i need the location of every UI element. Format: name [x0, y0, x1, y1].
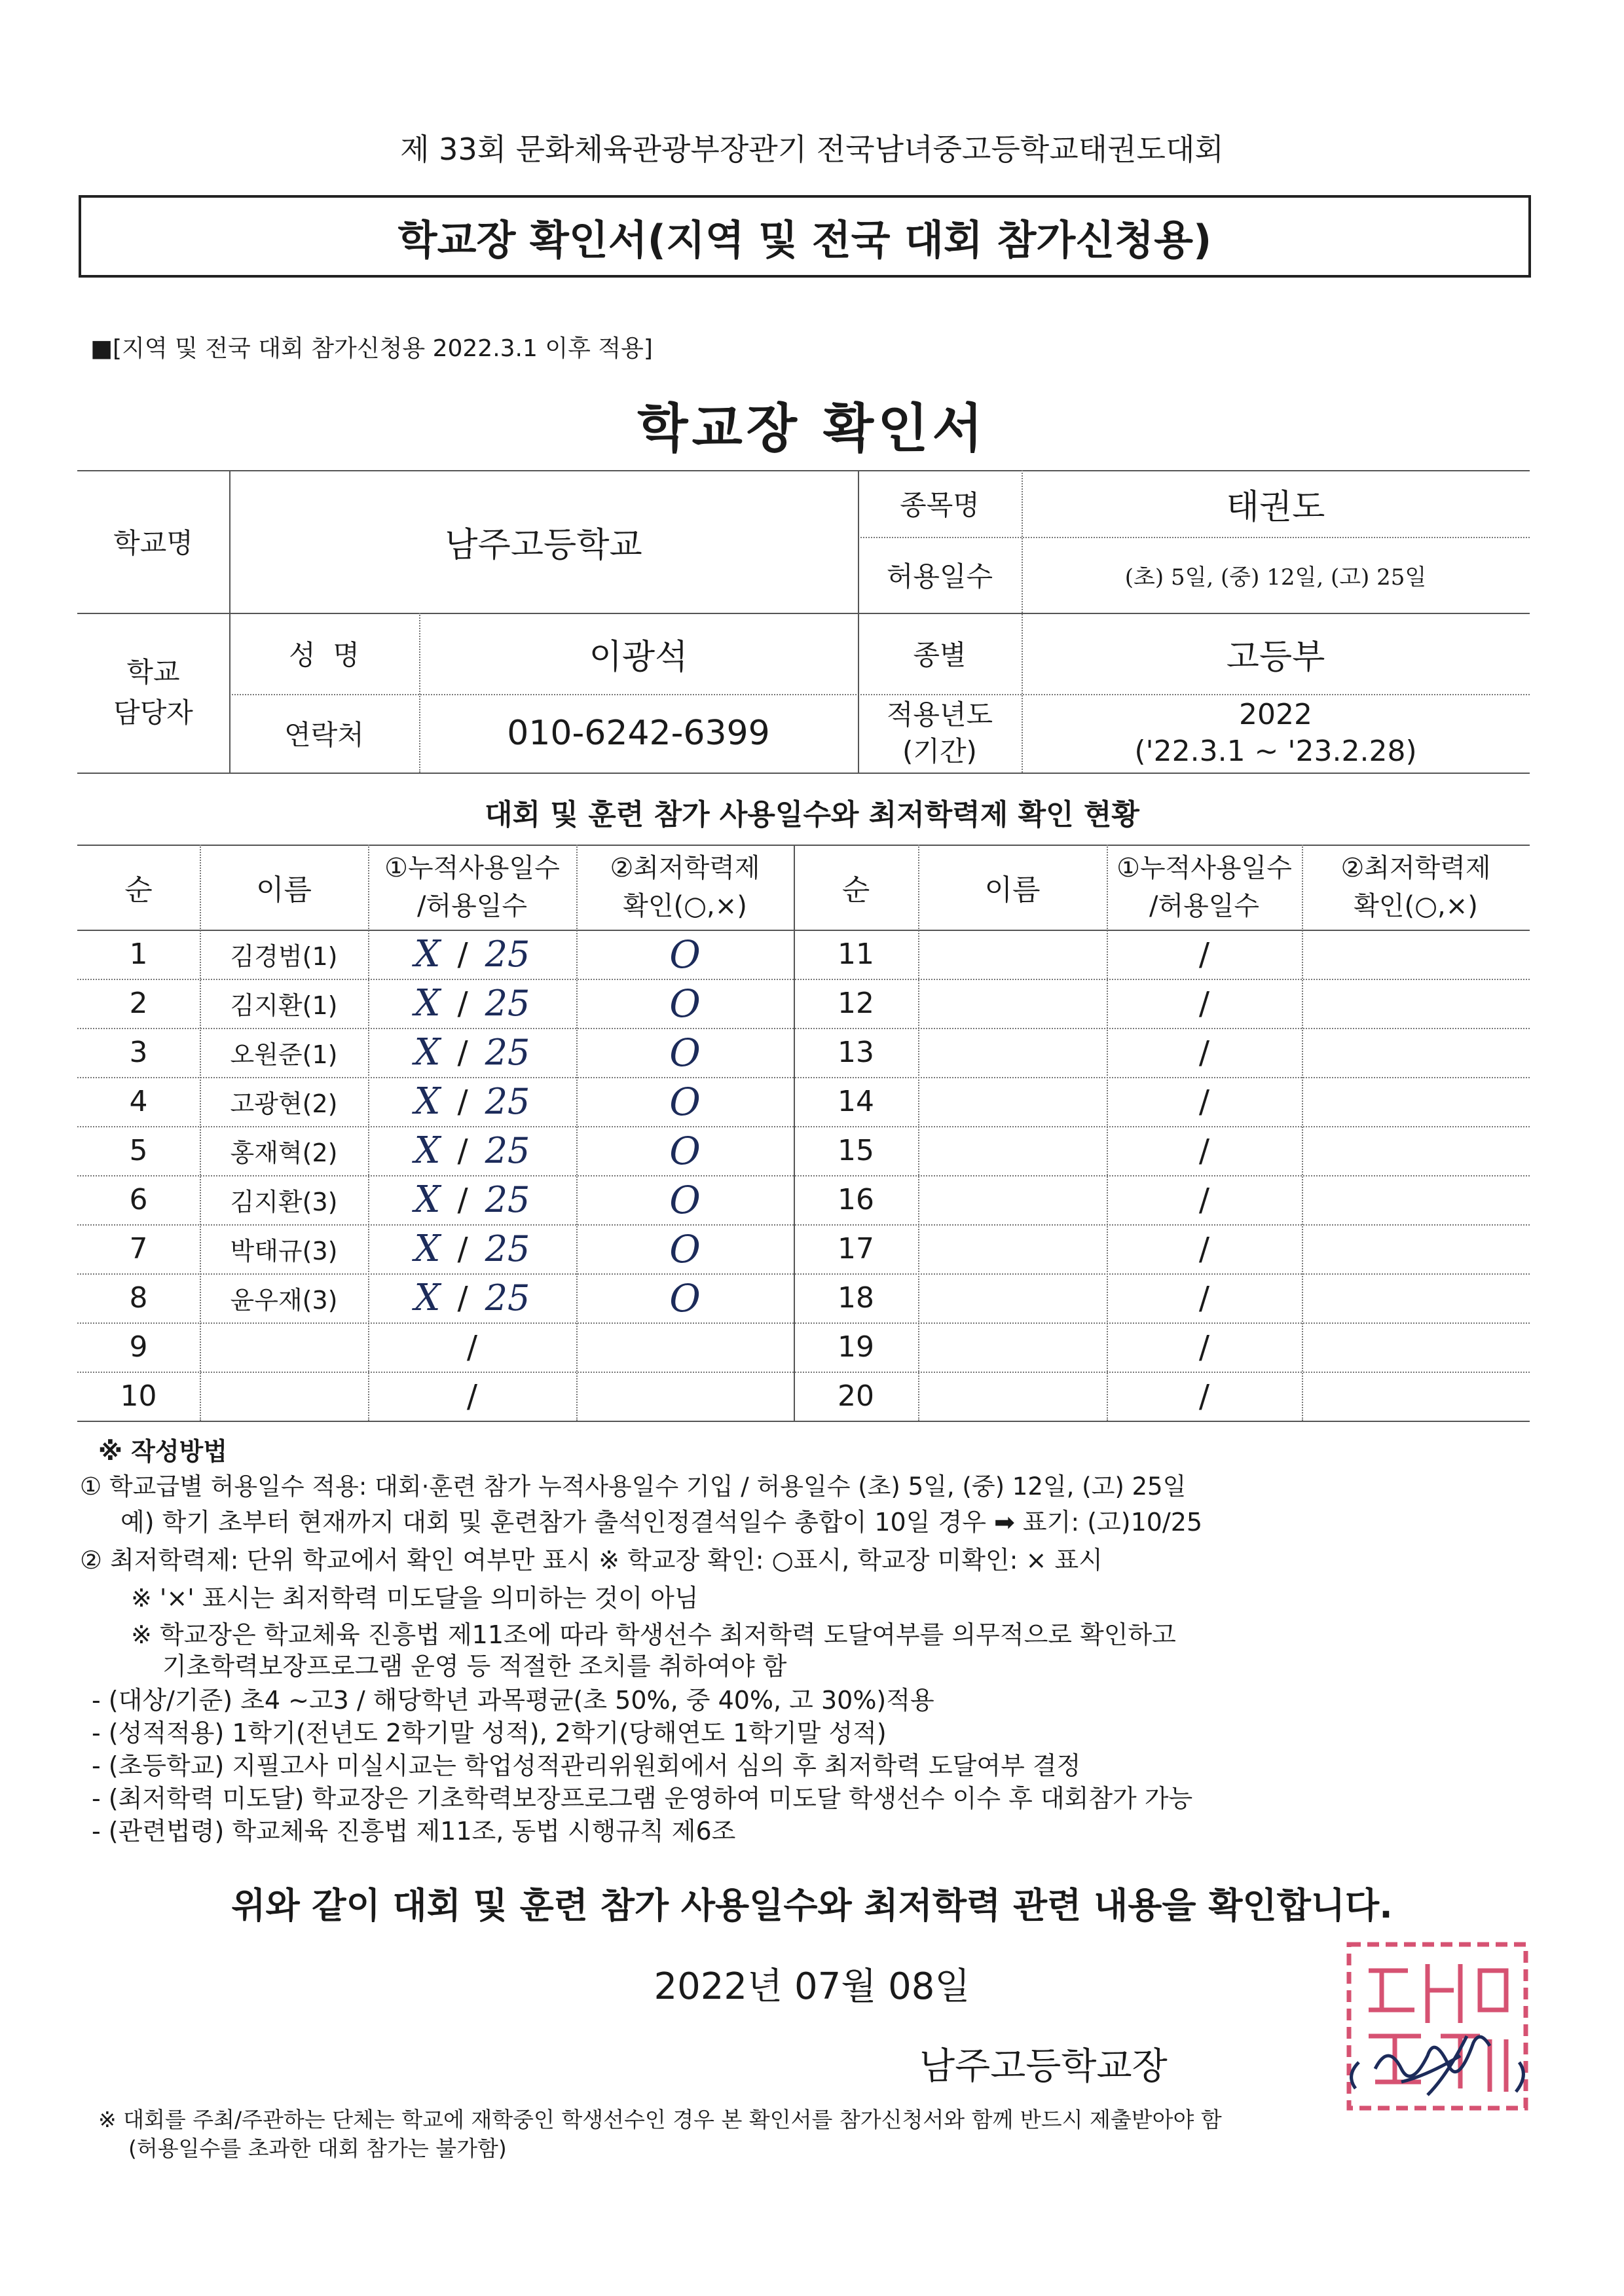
division-value: 고등부 [1226, 637, 1325, 677]
row-number: 18 [838, 1281, 874, 1315]
slash: / [457, 1132, 468, 1169]
row-number: 11 [838, 938, 874, 971]
used-days-cell [368, 1077, 576, 1126]
note-line-6: 기초학력보장프로그램 운영 등 적절한 조치를 취하여야 함 [162, 1652, 787, 1681]
allowed-days-value: 25 [485, 1277, 530, 1319]
slash: / [1198, 1328, 1210, 1366]
section-title: 대회 및 훈련 참가 사용일수와 최저학력제 확인 현황 [485, 798, 1139, 831]
student-name [200, 1322, 368, 1372]
footer-line-1: ※ 대회를 주최/주관하는 단체는 학교에 재학중인 학생선수인 경우 본 확인서를 참가신청서와 함께 반드시 제출받아야 함 [98, 2107, 1222, 2132]
min-grade-check [576, 1322, 794, 1372]
header-no: 순 [124, 873, 153, 907]
event-title: 제 33회 문화체육관광부장관기 전국남녀중고등학교태권도대회 [400, 132, 1224, 167]
used-days-value: X [414, 933, 441, 975]
allowed-days-value: 25 [485, 1032, 530, 1073]
used-days-value: X [414, 1031, 441, 1074]
row-number: 3 [129, 1036, 148, 1069]
slash: / [1198, 1083, 1210, 1120]
allowed-days-value: 25 [485, 1081, 530, 1122]
row-number: 19 [838, 1330, 874, 1364]
allowed-days-value: 25 [485, 1130, 530, 1171]
slash: / [1198, 1034, 1210, 1071]
slash: / [457, 1034, 468, 1071]
slash: / [1198, 1377, 1210, 1415]
row-number: 12 [838, 987, 874, 1020]
contact-label: 연락처 [284, 719, 364, 751]
student-name [918, 979, 1107, 1028]
used-days-value: X [414, 982, 441, 1025]
min-grade-check: O [669, 1226, 701, 1271]
row-number: 6 [129, 1183, 148, 1216]
used-days-cell [368, 1273, 576, 1322]
row-number: 8 [129, 1281, 148, 1315]
slash: / [457, 936, 468, 973]
name-value: 이광석 [589, 637, 688, 677]
student-name: 박태규(3) [230, 1237, 338, 1266]
slash: / [1198, 1132, 1210, 1169]
sport-value: 태권도 [1226, 487, 1325, 527]
student-name [918, 1322, 1107, 1372]
min-grade-check [1302, 1028, 1530, 1077]
student-name: 고광현(2) [230, 1089, 338, 1118]
allowed-days-value: 25 [485, 983, 530, 1024]
box-title: 학교장 확인서(지역 및 전국 대회 참가신청용) [397, 215, 1212, 264]
student-name [918, 1175, 1107, 1224]
min-grade-check: O [669, 1128, 701, 1173]
min-grade-check [1302, 1077, 1530, 1126]
row-number: 16 [838, 1183, 874, 1216]
slash: / [466, 1377, 478, 1415]
slash: / [1198, 1279, 1210, 1317]
slash: / [457, 985, 468, 1022]
min-grade-check: O [669, 932, 701, 977]
row-number: 9 [129, 1330, 148, 1364]
used-days-cell [368, 1028, 576, 1077]
row-number: 2 [129, 987, 148, 1020]
note-line-10: - (최저학력 미도달) 학교장은 기초학력보장프로그램 운영하여 미도달 학생선수 이수 후 대회참가 가능 [92, 1784, 1193, 1813]
allowed-label: 허용일수 [886, 560, 993, 592]
min-grade-check: O [669, 1030, 701, 1075]
doc-title: 학교장 확인서 [637, 398, 987, 459]
row-number: 10 [120, 1379, 157, 1413]
title-box [79, 195, 1531, 278]
header-check-right: ②최저학력제 확인(○,×) [1340, 853, 1491, 921]
allowed-days-value: 25 [485, 1228, 530, 1269]
used-days-value: X [414, 1129, 441, 1172]
student-name [200, 1372, 368, 1421]
used-days-value: X [414, 1178, 441, 1221]
used-days-value: X [414, 1080, 441, 1123]
note-line-5: ※ 학교장은 학교체육 진흥법 제11조에 따라 학생선수 최저학력 도달여부를 의무적으로 확인하고 [131, 1620, 1176, 1649]
signer-name: 남주고등학교장 [919, 2045, 1168, 2088]
student-name [918, 1224, 1107, 1273]
student-name: 윤우재(3) [230, 1286, 338, 1315]
student-name: 오원준(1) [230, 1040, 338, 1069]
note-line-3: ② 최저학력제: 단위 학교에서 확인 여부만 표시 ※ 학교장 확인: ○표시, 학교장 미확인: × 표시 [80, 1546, 1103, 1575]
notes-heading: ※ 작성방법 [98, 1437, 228, 1466]
sport-label: 종목명 [900, 489, 980, 521]
min-grade-check: O [669, 1275, 701, 1321]
row-number: 13 [838, 1036, 874, 1069]
note-line-7: - (대상/기준) 초4 ~고3 / 해당학년 과목평균(초 50%, 중 40%, 고 30%)적용 [92, 1686, 934, 1715]
min-grade-check [1302, 1322, 1530, 1372]
manager-label: 학교 담당자 [113, 656, 193, 729]
header-check: ②최저학력제 확인(○,×) [610, 853, 760, 921]
student-name: 김지환(1) [230, 991, 338, 1020]
slash: / [1198, 985, 1210, 1022]
used-days-value: X [414, 1277, 441, 1319]
min-grade-check: O [669, 981, 701, 1026]
used-days-cell [368, 1322, 576, 1372]
min-grade-check [1302, 1372, 1530, 1421]
min-grade-check [1302, 1126, 1530, 1175]
student-name [918, 1077, 1107, 1126]
min-grade-check: O [669, 1079, 701, 1124]
header-used-right: ①누적사용일수 /허용일수 [1116, 853, 1292, 921]
min-grade-check [1302, 1224, 1530, 1273]
slash: / [457, 1279, 468, 1317]
note-line-4: ※ '×' 표시는 최저학력 미도달을 의미하는 것이 아님 [131, 1584, 699, 1613]
contact-value: 010-6242-6399 [507, 714, 770, 753]
slash: / [1198, 1230, 1210, 1267]
slash: / [457, 1083, 468, 1120]
student-name: 홍재혁(2) [230, 1139, 338, 1167]
used-days-cell [368, 1126, 576, 1175]
min-grade-check [1302, 1175, 1530, 1224]
row-number: 20 [838, 1379, 874, 1413]
allowed-days-value: 25 [485, 934, 530, 975]
slash: / [457, 1181, 468, 1218]
used-days-cell [368, 979, 576, 1028]
note-line-9: - (초등학교) 지필고사 미실시교는 학업성적관리위원회에서 심의 후 최저학력 도달여부 결정 [92, 1751, 1081, 1780]
school-seal-icon [1329, 1925, 1552, 2128]
footer-line-2: (허용일수를 초과한 대회 참가는 불가함) [128, 2136, 507, 2161]
student-name [918, 1126, 1107, 1175]
allowed-days-value: 25 [485, 1179, 530, 1220]
note-line-8: - (성적적용) 1학기(전년도 2학기말 성적), 2학기(당해연도 1학기말 성적) [92, 1719, 887, 1747]
row-number: 14 [838, 1085, 874, 1118]
slash: / [466, 1328, 478, 1366]
name-label: 성 명 [289, 639, 360, 671]
used-days-cell [368, 1224, 576, 1273]
note-line-1: ① 학교급별 허용일수 적용: 대회·훈련 참가 누적사용일수 기입 / 허용일수 (초) 5일, (중) 12일, (고) 25일 [80, 1472, 1187, 1501]
student-name [918, 1028, 1107, 1077]
min-grade-check: O [669, 1177, 701, 1222]
slash: / [1198, 936, 1210, 973]
school-label: 학교명 [113, 527, 193, 559]
used-days-cell [368, 1175, 576, 1224]
header-used: ①누적사용일수 /허용일수 [384, 853, 560, 921]
header-no-right: 순 [841, 873, 870, 907]
year-value: 2022 ('22.3.1 ~ '23.2.28) [1134, 698, 1417, 768]
header-name-right: 이름 [984, 873, 1041, 907]
row-number: 5 [129, 1134, 148, 1167]
applied-note: ■[지역 및 전국 대회 참가신청용 2022.3.1 이후 적용] [90, 335, 653, 362]
year-label: 적용년도 (기간) [886, 699, 993, 767]
used-days-cell [368, 930, 576, 979]
min-grade-check [576, 1372, 794, 1421]
slash: / [457, 1230, 468, 1267]
student-name: 김지환(3) [230, 1188, 338, 1216]
school-value: 남주고등학교 [445, 525, 642, 565]
used-days-value: X [414, 1228, 441, 1270]
row-number: 17 [838, 1232, 874, 1266]
student-name [918, 1372, 1107, 1421]
min-grade-check [1302, 1273, 1530, 1322]
slash: / [1198, 1181, 1210, 1218]
note-line-11: - (관련법령) 학교체육 진흥법 제11조, 동법 시행규칙 제6조 [92, 1817, 736, 1846]
student-name [918, 1273, 1107, 1322]
division-label: 종별 [913, 639, 967, 671]
confirm-text: 위와 같이 대회 및 훈련 참가 사용일수와 최저학력 관련 내용을 확인합니다. [231, 1885, 1393, 1926]
row-number: 4 [129, 1085, 148, 1118]
allowed-value: (초) 5일, (중) 12일, (고) 25일 [1124, 564, 1427, 591]
date-text: 2022년 07월 08일 [654, 1965, 970, 2008]
used-days-cell [368, 1372, 576, 1421]
student-name [918, 930, 1107, 979]
note-line-2: 예) 학기 초부터 현재까지 대회 및 훈련참가 출석인정결석일수 총합이 10일 경우 ➡ 표기: (고)10/25 [120, 1508, 1203, 1537]
min-grade-check [1302, 930, 1530, 979]
row-number: 1 [129, 938, 148, 971]
student-name: 김경범(1) [230, 942, 338, 971]
header-name: 이름 [255, 873, 312, 907]
min-grade-check [1302, 979, 1530, 1028]
row-number: 7 [129, 1232, 148, 1266]
row-number: 15 [838, 1134, 874, 1167]
